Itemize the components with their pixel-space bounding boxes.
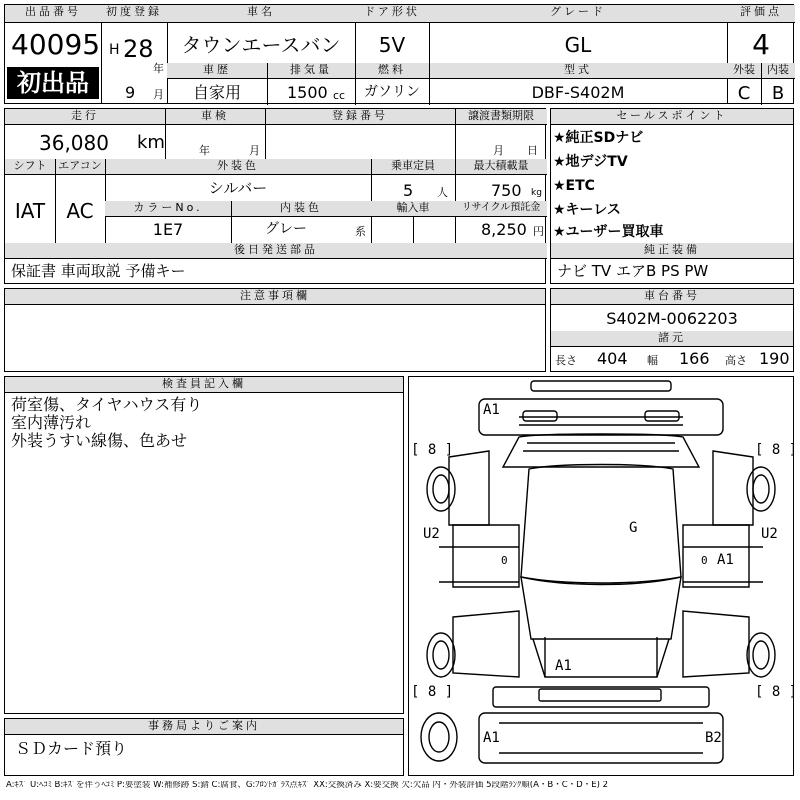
sales-points-block (550, 108, 794, 284)
disp-unit: cc (333, 89, 346, 102)
inspector-line-3: 外装うすい線傷、色あせ (11, 431, 188, 450)
shift-label: シフト (5, 159, 55, 175)
mark-a1-bottom: A1 (483, 730, 500, 746)
notes-block (4, 288, 546, 372)
int-label: 内装 (761, 63, 795, 79)
door-label: ドア形状 (355, 5, 429, 23)
load-label: 最大積載量 (455, 159, 547, 175)
office-text: ＳＤカード預り (15, 739, 128, 758)
fuel: ガソリン (364, 84, 420, 100)
header-block (4, 4, 794, 104)
mark-zero-left: 0 (501, 554, 508, 567)
score: 4 (752, 28, 770, 61)
int-color: グレー (265, 221, 307, 237)
history-label: 車歴 (167, 63, 267, 79)
model-label: 型式 (429, 63, 727, 79)
recycle-label: リサイクル預託金 (455, 201, 547, 217)
transfer-day-unit: 日 (527, 144, 538, 157)
ac-label: エアコン (55, 159, 105, 175)
transfer-month-unit: 月 (493, 144, 504, 157)
mark-tire-rl: [ 8 ] (411, 684, 454, 700)
equipment-label: 純正装備 (551, 243, 793, 259)
lot-label: 出品番号 (5, 5, 101, 23)
reg-no-label: 登録番号 (265, 109, 455, 125)
sales-point-5: ★ユーザー買取車 (553, 224, 664, 240)
grade-label: グレード (429, 5, 727, 23)
lot-number: 40095 (11, 28, 101, 61)
disp-label: 排気量 (267, 63, 355, 79)
legend-footer: A:ｷｽﾞ U:ﾍｺﾐ B:ｷｽﾞを伴うﾍｺﾐ P:要塗装 W:補修跡 S:錆 C:腐食、G:ﾌﾛﾝﾄｶﾞﾗｽ点ｷｽﾞ XX:交換済み X:要交換 欠:欠品 内・外装評価 5段階ﾗﾝｸ順(A・B・C・D・E) 2 (6, 781, 609, 790)
car-name: タウンエースバン (181, 33, 341, 57)
recycle-fee: 8,250 (481, 220, 527, 239)
width: 166 (679, 349, 710, 368)
capacity-unit: 人 (437, 186, 448, 199)
width-label: 幅 (647, 354, 658, 367)
capacity: 5 (403, 181, 414, 200)
equipment: ナビ TV エアB PS PW (557, 262, 709, 280)
office-label: 事務局よりご案内 (5, 719, 403, 735)
grade: GL (564, 33, 592, 57)
sales-point-4: ★キーレス (553, 202, 621, 218)
fuel-label: 燃料 (355, 63, 429, 79)
int-grade: B (771, 83, 785, 104)
sales-point-2: ★地デジTV (553, 154, 628, 170)
name-label: 車名 (167, 5, 355, 23)
first-sale-badge: 初出品 (7, 67, 99, 99)
chassis-block (550, 288, 794, 372)
mark-tire-fl: [ 8 ] (411, 442, 454, 458)
height-label: 高さ (725, 354, 747, 367)
reg-month: 9 (125, 83, 136, 102)
recycle-unit: 円 (533, 225, 544, 238)
capacity-label: 乗車定員 (371, 159, 455, 175)
mark-u2-right: U2 (761, 526, 778, 542)
ext-color: シルバー (208, 179, 268, 197)
mark-a1-top: A1 (483, 402, 500, 418)
car-outline-diagram (409, 377, 793, 775)
chassis-number: S402M-0062203 (606, 309, 738, 328)
spec-block (4, 108, 546, 284)
sales-point-3: ★ETC (553, 178, 595, 194)
dims-label: 諸元 (551, 331, 793, 347)
sales-points-label: セールスポイント (551, 109, 793, 125)
mark-a1-center: A1 (555, 658, 572, 674)
inspector-block (4, 376, 404, 714)
length-label: 長さ (555, 354, 577, 367)
history: 自家用 (192, 83, 241, 102)
mileage-unit: km (137, 132, 165, 153)
int-color-label: 内装色 (231, 201, 371, 217)
insp-year-unit: 年 (199, 144, 210, 157)
mark-tire-fr: [ 8 ] (755, 442, 798, 458)
mark-u2-left: U2 (423, 526, 440, 542)
ext-grade: C (737, 83, 751, 104)
inspector-line-2: 室内薄汚れ (11, 413, 92, 432)
color-no-label: カラーNo. (105, 201, 231, 217)
mark-b2-bottom: B2 (705, 730, 722, 746)
displacement: 1500 (287, 83, 328, 102)
mark-tire-rr: [ 8 ] (755, 684, 798, 700)
mark-zero-right: 0 (701, 554, 708, 567)
era: H (109, 42, 120, 58)
office-block (4, 718, 404, 776)
int-color-unit: 系 (355, 225, 366, 238)
mark-g-roof: G (629, 520, 638, 536)
inspector-label: 検査員記入欄 (5, 377, 403, 393)
length: 404 (597, 349, 628, 368)
reg-month-unit: 月 (153, 88, 164, 101)
reg-year: 28 (123, 35, 154, 63)
transfer-label: 譲渡書類期限 (455, 109, 547, 125)
mark-a1-right: A1 (717, 552, 734, 568)
reg-year-unit: 年 (153, 62, 164, 75)
reg-label: 初度登録 (101, 5, 167, 23)
door-type: 5V (378, 33, 406, 57)
later-parts: 保証書 車両取説 予備キー (11, 262, 186, 280)
chassis-label: 車台番号 (551, 289, 793, 305)
height: 190 (759, 349, 790, 368)
model: DBF-S402M (531, 83, 625, 102)
mileage-label: 走行 (5, 109, 165, 125)
ac: AC (66, 199, 94, 223)
color-no: 1E7 (152, 220, 184, 239)
shift: IAT (14, 199, 46, 223)
inspection-label: 車検 (165, 109, 265, 125)
max-load: 750 (491, 181, 522, 200)
mileage: 36,080 (39, 131, 109, 155)
sales-point-1: ★純正SDナビ (553, 130, 644, 146)
damage-diagram (408, 376, 798, 776)
score-label: 評価点 (727, 5, 795, 23)
notes-label: 注意事項欄 (5, 289, 545, 305)
color-label: 外装色 (105, 159, 371, 175)
import-label: 輸入車 (371, 201, 455, 217)
ext-label: 外装 (727, 63, 761, 79)
load-unit: kg (531, 188, 542, 198)
insp-month-unit: 月 (249, 144, 260, 157)
inspector-line-1: 荷室傷、タイヤハウス有り (11, 395, 203, 414)
later-parts-label: 後日発送部品 (5, 243, 547, 259)
